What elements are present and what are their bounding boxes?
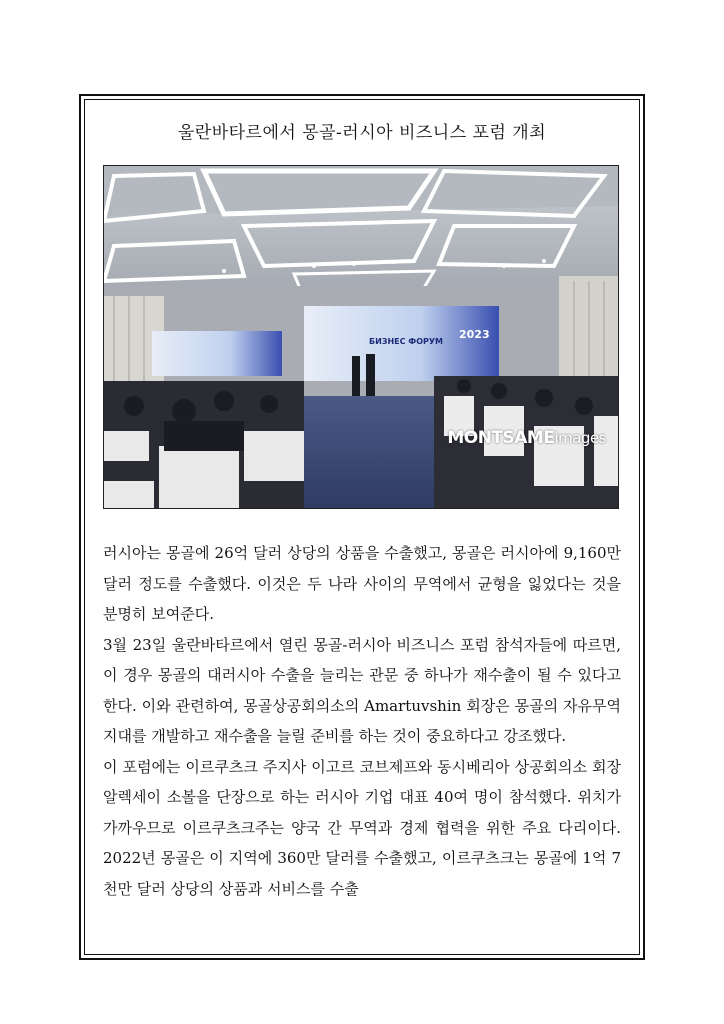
paragraph: 3월 23일 울란바타르에서 열린 몽골-러시아 비즈니스 포럼 참석자들에 따르면, 이 경우 몽골의 대러시아 수출을 늘리는 관문 중 하나가 재수출이 될 수 있다고 한다. 이와 관련하여, 몽골상공회의소의 Amartuvshin 회장은 몽골의 자유무역지대를 개발하고 재수출을 늘릴 준비를 하는 것이 중요하다고 강조했다. — [103, 635, 621, 745]
photo-watermark — [447, 428, 606, 448]
conference-hall-illustration — [104, 166, 619, 509]
banner-year: 2023 — [459, 328, 490, 341]
watermark-bold: MONTSAME — [447, 428, 555, 448]
paragraph: 이 포럼에는 이르쿠츠크 주지사 이고르 코브제프와 동시베리아 상공회의소 회장 알렉세이 소볼을 단장으로 하는 러시아 기업 대표 40여 명이 참석했다. 위치가 가까우므로 이르쿠츠크주는 양국 간 무역과 경제 협력을 위한 주요 다리이다. 2022년 몽골은 이 지역에 360만 달러를 수출했고, 이르쿠츠크는 몽골에 1억 7천만 달러 상당의 상품과 서비스를 수출 — [103, 757, 621, 898]
watermark-thin: images — [554, 429, 606, 447]
article-body — [103, 538, 621, 904]
article-title: 울란바타르에서 몽골-러시아 비즈니스 포럼 개최 — [177, 123, 547, 143]
paragraph: 러시아는 몽골에 26억 달러 상당의 상품을 수출했고, 몽골은 러시아에 9,160만 달러 정도를 수출했다. 이것은 두 나라 사이의 무역에서 균형을 잃었다는 것을 분명히 보여준다. — [103, 544, 621, 623]
banner-title: БИЗНЕС ФОРУМ — [369, 337, 444, 346]
conference-photo — [103, 165, 619, 509]
